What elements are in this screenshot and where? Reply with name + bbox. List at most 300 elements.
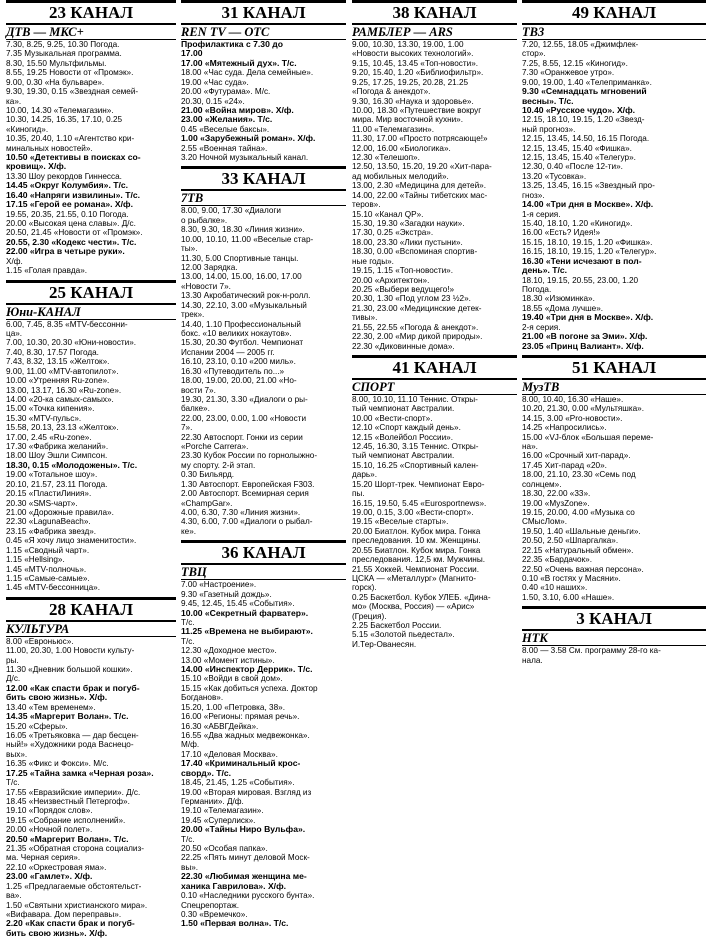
program-line: ма. Черная серия». xyxy=(6,853,81,863)
program-line: 12.30 «Доходное место». xyxy=(181,646,277,656)
program-line: 16.00 «Регионы: прямая речь». xyxy=(181,712,300,722)
program-line: 18.45 «Неизвестный Петергоф». xyxy=(6,796,130,806)
program-line: кровищ». Х/ф. xyxy=(6,161,67,172)
program-line: 8.30, 9.30, 18.30 «Линия жизни». xyxy=(181,225,305,235)
program-line: 9.45, 12.45, 15.45 «События». xyxy=(181,599,295,609)
program-line: 22.30 «LagunaBeach». xyxy=(6,517,91,527)
program-line: 18.30, 0.15 «Молодожены». Т/с. xyxy=(6,459,138,470)
channel-header: 31 КАНАЛ xyxy=(181,0,346,25)
program-line: 11.25 «Времена не выбирают». xyxy=(181,626,313,637)
program-line: 12.00 «Как спасти брак и погуб- xyxy=(6,682,140,693)
program-line: тивы». xyxy=(352,313,378,323)
program-line: 10.00 «Утренняя Ru-zone». xyxy=(6,376,110,386)
program-line: 1.50 «Святыни христианского мира». xyxy=(6,900,148,910)
program-line: 13.30 Акробатический рок-н-ролл. xyxy=(181,291,311,301)
channel-block xyxy=(352,355,517,649)
channel-name: МузТВ xyxy=(522,380,706,395)
program-line: И.Тер-Ованесян. xyxy=(352,639,417,649)
program-line: 18.30 «Изюминка». xyxy=(522,294,595,304)
program-line: 13.00, 2.30 «Медицина для детей». xyxy=(352,181,486,191)
program-line: 22.50 «Очень важная персона». xyxy=(522,564,644,574)
program-line: «Новости 7». xyxy=(181,281,231,291)
program-line: 8.00, 10.10, 11.10 Теннис. Откры- xyxy=(352,394,478,404)
program-line: 19.00 «Час суда». xyxy=(181,77,249,87)
program-line: 11.30, 5.00 Спортивные танцы. xyxy=(181,253,299,263)
program-line: 13.00, 14.00, 15.00, 16.00, 17.00 xyxy=(181,272,302,282)
program-line: 20.00 «Архитектон». xyxy=(352,275,430,285)
program-line: 11.30 «Дневник большой кошки». xyxy=(6,665,133,675)
program-line: на». xyxy=(522,442,538,452)
program-line: 19.10 «Телемагазин». xyxy=(181,806,264,816)
program-line: 20.50, 21.45 «Новости от «Промэк». xyxy=(6,228,143,238)
program-line: «Погода & анекдот». xyxy=(352,87,431,97)
program-line: 15.30, 20.30 Футбол. Чемпионат xyxy=(181,338,304,348)
program-line: 17.00 xyxy=(181,48,203,59)
program-line: 22.10 «Оркестровая яма». xyxy=(6,862,107,872)
program-line: 21.35 «Обратная сторона социализ- xyxy=(6,844,144,854)
program-line: Т/с. xyxy=(181,617,195,627)
program-line: 0.10 «Наследники русского бунта». xyxy=(181,891,315,901)
program-line: 18.55 «Дома лучше». xyxy=(522,303,604,313)
program-line: Спецрепортаж. xyxy=(181,900,240,910)
program-line: «Новости высоких технологий». xyxy=(352,49,474,59)
program-line: 17.00, 2.45 «Ru-zone». xyxy=(6,432,92,442)
program-line: 16.35 «Фикс и Фокси». М/с. xyxy=(6,759,109,769)
program-line: 14.00, 22.00 «Тайны тибетских мас- xyxy=(352,190,488,200)
channel-block xyxy=(181,0,346,162)
program-line: ные годы». xyxy=(352,256,394,266)
program-line: 23.00 «Желания». Т/с. xyxy=(181,114,273,125)
program-line: 12.00 Зарядка. xyxy=(181,263,238,273)
program-line: 17.15 «Герой ее романа». Х/ф. xyxy=(6,199,133,210)
program-line: балке». xyxy=(181,404,210,414)
program-line: 23.00 «Гамлет». Х/ф. xyxy=(6,871,93,882)
program-line: ЦСКА — «Металлург» (Магнито- xyxy=(352,573,477,583)
channel-header: 36 КАНАЛ xyxy=(181,540,346,565)
program-line: 19.40 «Три дня в Москве». Х/ф. xyxy=(522,312,654,323)
channel-header: 3 КАНАЛ xyxy=(522,606,706,631)
program-line: преследования. 10 км. Женщины. xyxy=(352,536,481,546)
program-line: 14.00 «20-ка самых-самых». xyxy=(6,394,114,404)
program-line: 17.45 Хит-парад «20». xyxy=(522,460,607,470)
program-line: 23.05 «Принц Валиант». Х/ф. xyxy=(522,340,644,351)
program-line: 4.00, 6.30, 7.30 «Линия жизни». xyxy=(181,507,301,517)
program-line: 13.30 Шоу рекордов Гиннесса. xyxy=(6,171,122,181)
program-line: Испании 2004 — 2005 гг. xyxy=(181,347,275,357)
channel-name: РАМБЛЕР — ARS xyxy=(352,25,517,40)
program-line: весны». Т/с. xyxy=(522,95,574,106)
program-line: Т/с. xyxy=(6,778,20,788)
channel-name: Юни-КАНАЛ xyxy=(6,305,176,320)
program-line: 23.15 «Фабрика звезд». xyxy=(6,526,97,536)
program-line: 14.40, 1.10 Профессиональный xyxy=(181,319,301,329)
program-line: Т/с. xyxy=(181,834,195,844)
channel-block xyxy=(522,355,706,602)
program-line: 2.25 Баскетбол России. xyxy=(352,621,442,631)
program-line: мо» (Москва, Россия) — «Арис» xyxy=(352,602,475,612)
program-line: 16.30 «Тени исчезают в пол- xyxy=(522,255,642,266)
program-line: 22.15 «Натуральный обмен». xyxy=(522,545,634,555)
program-line: 20.00 Биатлон. Кубок мира. Гонка xyxy=(352,526,481,536)
program-line: 0.10 «В гостях у Масяни». xyxy=(522,573,621,583)
channel-header: 23 КАНАЛ xyxy=(6,0,176,25)
program-line: 17.25 «Тайна замка «Черная роза». xyxy=(6,767,154,778)
program-line: 7.30, 8.25, 9.25, 10.30 Погода. xyxy=(6,40,120,49)
channel-block xyxy=(352,0,517,351)
channel-header: 33 КАНАЛ xyxy=(181,166,346,191)
program-line: 21.00 «Дорожные правила». xyxy=(6,507,114,517)
program-line: 14.45 «Округ Колумбия». Т/с. xyxy=(6,180,129,191)
program-line: вы». xyxy=(181,862,199,872)
program-line: 18.00, 19.00, 20.00, 21.00 «Но- xyxy=(181,376,297,386)
program-line: 11.30, 17.00 «Просто потрясающе!» xyxy=(352,134,488,144)
program-line: 11.00 «Телемагазин». xyxy=(352,124,434,134)
program-line: 12.50, 13.50, 15.20, 19.20 «Хит-пара- xyxy=(352,162,492,172)
program-line: 9.00, 10.30, 13.30, 19.00, 1.00 xyxy=(352,40,464,49)
program-line: Германии». Д/ф. xyxy=(181,796,244,806)
program-line: 4.30, 6.00, 7.00 «Диалоги о рыбал- xyxy=(181,517,313,527)
program-line: 20.25 «Выбери ведущего!» xyxy=(352,284,455,294)
channel-column xyxy=(522,0,706,916)
program-line: мира. Мир восточной кухни». xyxy=(352,115,463,125)
channel-block xyxy=(522,606,706,665)
program-line: 1.25 «Предлагаемые обстоятельст- xyxy=(6,881,142,891)
channel-header: 38 КАНАЛ xyxy=(352,0,517,25)
program-line: 7.40, 8.30, 17.57 Погода. xyxy=(6,347,99,357)
program-line: 12.00, 16.00 «Биологика». xyxy=(352,143,451,153)
program-line: 15.20, 1.00 «Петровка, 38». xyxy=(181,702,285,712)
program-line: 17.55 «Евразийские империи». Д/с. xyxy=(6,787,141,797)
program-line: 16.30 «АБВГДейка». xyxy=(181,721,259,731)
program-line: сворд». Т/с. xyxy=(181,767,232,778)
program-line: 16.40 «Напряги извилины». Т/с. xyxy=(6,189,141,200)
program-line: 20.55, 2.30 «Кодекс чести». Т/с. xyxy=(6,236,137,247)
program-line: 12.30 «Телешоп». xyxy=(352,153,420,163)
channel-block xyxy=(6,597,176,938)
program-line: 22.30 «Любимая женщина ме- xyxy=(181,871,307,882)
program-line: 19.10 «Порядок слов». xyxy=(6,806,93,816)
program-line: ты». xyxy=(181,244,198,254)
program-line: 12.15, 18.10, 19.15, 1.20 «Звезд- xyxy=(522,115,645,125)
channel-header: 49 КАНАЛ xyxy=(522,0,706,25)
program-line: ва». xyxy=(6,891,22,901)
program-line: 17.30 «Фабрика желаний». xyxy=(6,442,109,452)
program-line: 12.15, 13.45, 15.40 «Телегур». xyxy=(522,153,636,163)
program-line: 13.20 «Тусовка». xyxy=(522,171,587,181)
channel-block xyxy=(181,166,346,536)
program-line: 12.30, 0.40 «После 12-ти». xyxy=(522,162,623,172)
program-line: М/ф. xyxy=(181,740,200,750)
program-line: 1.45 «MTV-полночь». xyxy=(6,564,87,574)
channel-block xyxy=(6,0,176,276)
program-line: 8.30, 15.50 Мультфильмы. xyxy=(6,58,107,68)
program-line: 13.25, 13.45, 16.15 «Звездный про- xyxy=(522,181,655,191)
program-line: 15.10 «Канал QP». xyxy=(352,209,424,219)
program-line: 12.15 «Волейбол России». xyxy=(352,432,453,442)
program-line: 20.50 «Особая папка». xyxy=(181,844,268,854)
program-line: 9.30 «Семнадцать мгновений xyxy=(522,86,647,97)
program-line: 8.00 — 3.58 См. программу 28-го ка- xyxy=(522,646,661,656)
program-line: 18.00 «Час суда. Дела семейные». xyxy=(181,68,314,78)
program-line: 13.00 «Момент истины». xyxy=(181,655,275,665)
program-line: 12.45, 16.30, 3.15 Теннис. Откры- xyxy=(352,442,479,452)
program-line: бить свою жизнь». Х/ф. xyxy=(6,692,108,703)
program-line: 19.30, 21.30, 3.30 «Диалоги о ры- xyxy=(181,394,308,404)
program-line: 22.35 «Бардачок». xyxy=(522,555,592,565)
program-line: 14.30, 22.10, 3.00 «Музыкальный xyxy=(181,300,307,310)
program-line: 22.25 «Пять минут деловой Моск- xyxy=(181,853,310,863)
program-line: 15.15 «Как добиться успеха. Доктор xyxy=(181,683,318,693)
program-line: 18.00, 23.30 «Лики пустыни». xyxy=(352,237,463,247)
program-line: тый чемпионат Австралии. xyxy=(352,404,455,414)
program-line: 7.30 «Оранжевое утро». xyxy=(522,68,615,78)
program-line: 12.15, 13.45, 14.50, 16.15 Погода. xyxy=(522,134,650,144)
program-line: 14.25 «Напросились». xyxy=(522,423,607,433)
program-line: 10.00 «Секретный фарватер». xyxy=(181,607,309,618)
program-line: 5.15 «Золотой пьедестал». xyxy=(352,630,455,640)
program-line: ный!» «Художники рода Васнецо- xyxy=(6,740,134,750)
program-line: бокс. «10 великих нокаутов». xyxy=(181,328,292,338)
program-line: 1.15 «Hellsing». xyxy=(6,555,65,565)
channel-name: НТК xyxy=(522,631,706,646)
program-line: 13.00, 13.17, 16.30 «Ru-zone». xyxy=(6,385,122,395)
program-line: теров». xyxy=(352,200,381,210)
program-line: 10.30, 14.25, 16.35, 17.10, 0.25 xyxy=(6,115,123,125)
program-line: 20.10, 21.57, 23.11 Погода. xyxy=(6,479,108,489)
program-line: преследования. 12,5 км. Мужчины. xyxy=(352,555,485,565)
program-line: 15.30, 19.30 «Загадки науки». xyxy=(352,219,465,229)
channel-name: ТВ3 xyxy=(522,25,706,40)
program-line: 14.00 «Инспектор Деррик». Т/с. xyxy=(181,664,313,675)
program-line: ка». xyxy=(6,96,22,106)
program-line: 1.15 «Голая правда». xyxy=(6,266,88,276)
program-line: Т/с. xyxy=(181,636,195,646)
program-line: 20.15 «ПластиЛиния». xyxy=(6,489,92,499)
channel-column xyxy=(6,0,176,938)
program-line: 20.55 Биатлон. Кубок мира. Гонка xyxy=(352,545,481,555)
program-line: 0.40 «10 наших». xyxy=(522,583,588,593)
program-line: дарь». xyxy=(352,470,377,480)
program-line: 16.55 «Два жадных медвежонка». xyxy=(181,731,310,740)
program-line: солнцем». xyxy=(522,479,562,489)
program-line: 20.30, 1.30 «Под углом 23 ½2». xyxy=(352,294,471,304)
program-line: 16.15, 18.10, 19.15, 1.20 «Телегур». xyxy=(522,247,657,257)
program-line: 9.30, 19.30, 0.15 «Звездная семей- xyxy=(6,87,139,97)
program-line: 20.00 «Футурама». М/с. xyxy=(181,87,271,97)
program-line: 9.30 «Газетный дождь». xyxy=(181,589,272,599)
program-line: 21.00 «Война миров». Х/ф. xyxy=(181,104,294,115)
channel-header: 51 КАНАЛ xyxy=(522,355,706,380)
channel-name: 7ТВ xyxy=(181,191,346,206)
program-line: 10.00, 18.30 «Путешествие вокруг xyxy=(352,105,482,115)
program-line: 14.00 «Три дня в Москве». Х/ф. xyxy=(522,199,654,210)
program-line: 21.00 «В погоне за Эми». Х/ф. xyxy=(522,331,648,342)
program-line: 20.00 «Тайны Ниро Вульфа». xyxy=(181,824,306,835)
program-line: «Вифавара. Дом переправы». xyxy=(6,910,122,920)
program-line: 19.15, 1.15 «Топ-новости». xyxy=(352,266,454,276)
program-line: 18.00, 21.10, 23.30 «Семь под xyxy=(522,470,636,480)
program-line: 1.15 «Сводный чарт». xyxy=(6,545,90,555)
program-line: 1-я серия. xyxy=(522,209,561,219)
channel-block xyxy=(181,540,346,929)
program-line: вости 7». xyxy=(181,385,216,395)
program-line: 18.00 Шоу Эшли Симпсон. xyxy=(6,451,108,461)
program-line: 19.50, 1.40 «Шальные деньги». xyxy=(522,526,641,536)
program-line: 15.10 «Войди в свой дом». xyxy=(181,674,283,684)
program-line: 7.43, 8.32, 13.15 «Желток». xyxy=(6,357,110,367)
program-line: 15.10, 16.25 «Спортивный кален- xyxy=(352,460,479,470)
channel-block xyxy=(6,280,176,593)
program-line: 17.30, 0.25 «Экстра». xyxy=(352,228,434,238)
program-line: минальных новостей». xyxy=(6,143,93,153)
program-line: (Греция). xyxy=(352,611,387,621)
program-line: 19.00 «Вторая мировая. Взгляд из xyxy=(181,787,312,797)
program-line: 1.50 «Первая волна». Т/с. xyxy=(181,918,289,929)
program-line: 23.30 Кубок России по горнолыжно- xyxy=(181,451,318,461)
program-line: 15.58, 20.13, 23.13 «Желток». xyxy=(6,423,119,433)
program-line: 8.55, 19.25 Новости от «Промэк». xyxy=(6,68,134,78)
program-line: 15.15, 18.10, 19.15, 1.20 «Фишка». xyxy=(522,237,653,247)
program-line: 2.00 Автоспорт. Всемирная серия xyxy=(181,489,309,499)
program-line: 19.00, 0.15, 3.00 «Вести-спорт». xyxy=(352,507,474,517)
program-line: 3.20 Ночной музыкальный канал. xyxy=(181,153,309,163)
program-line: 7.00, 10.30, 20.30 «Юни-новости». xyxy=(6,338,137,348)
program-line: 22.00, 23.00, 0.00, 1.00 «Новости xyxy=(181,413,307,423)
program-line: 22.30 «Диковинные дома». xyxy=(352,341,455,351)
program-line: 9.20, 15.40, 1.20 «Библиофильтр». xyxy=(352,68,484,78)
program-line: «ChampGar». xyxy=(181,498,233,508)
program-line: день». Т/с. xyxy=(522,265,568,276)
program-line: 7». xyxy=(181,423,193,433)
program-line: 14.15, 3.00 «Pro-новости». xyxy=(522,413,623,423)
program-line: 10.00, 14.30 «Телемагазин». xyxy=(6,105,114,115)
program-line: 17.10 «Деловая Москва». xyxy=(181,749,278,759)
program-line: 6.00, 7.45, 8.35 «MTV-бессонни- xyxy=(6,319,128,329)
channel-header: 28 КАНАЛ xyxy=(6,597,176,622)
program-line: бить свою жизнь». Х/ф. xyxy=(6,927,108,938)
program-line: ца». xyxy=(6,328,23,338)
program-line: 10.35, 20.40, 1.10 «Агентство кри- xyxy=(6,134,135,144)
program-line: «Киногид». xyxy=(6,124,49,134)
program-line: 0.25 Баскетбол. Кубок УЛЕБ. «Дина- xyxy=(352,592,491,602)
program-line: Д/с. xyxy=(6,674,21,684)
program-line: 16.30 «Путеводитель по...» xyxy=(181,366,285,376)
program-line: ханика Гаврилова». Х/ф. xyxy=(181,880,286,891)
program-line: 21.55 Хоккей. Чемпионат России. xyxy=(352,564,480,574)
program-line: 9.25, 17.25, 19.25, 20.28, 21.25 xyxy=(352,77,469,87)
program-line: 1.15 «Самые-самые». xyxy=(6,573,90,583)
program-line: 19.00 «Тотальное шоу». xyxy=(6,470,98,480)
program-line: 20.50, 2.50 «Шпаргалка». xyxy=(522,536,619,546)
program-line: 15.40, 18.10, 1.20 «Киногид». xyxy=(522,219,633,229)
program-line: 18.45, 21.45, 1.25 «События». xyxy=(181,778,295,788)
program-line: 7.35 Музыкальная программа. xyxy=(6,49,122,59)
program-line: 17.40 «Криминальный крос- xyxy=(181,758,301,769)
program-line: 10.40 «Русское чудо». Х/ф. xyxy=(522,104,635,115)
program-line: Погода. xyxy=(522,284,552,294)
program-line: ный прогноз». xyxy=(522,124,576,134)
program-line: 0.30 Бильярд. xyxy=(181,470,235,480)
program-line: 7.25, 8.55, 12.15 «Киногид». xyxy=(522,58,628,68)
program-line: 2.55 «Военная тайна». xyxy=(181,143,268,153)
program-line: 19.55, 20.35, 21.55, 0.10 Погода. xyxy=(6,209,129,219)
program-line: 18.30, 22.00 «33». xyxy=(522,489,591,499)
channel-name: КУЛЬТУРА xyxy=(6,622,176,637)
program-line: 19.15 «Веселые старты». xyxy=(352,517,449,527)
program-line: 21.55, 22.55 «Погода & анекдот». xyxy=(352,322,479,332)
program-line: 8.00, 10.40, 16.30 «Наше». xyxy=(522,394,624,404)
program-line: 20.30 «SMS-чарт». xyxy=(6,498,78,508)
program-line: 12.10 «Спорт каждый день». xyxy=(352,423,461,433)
program-line: 16.10, 23.10, 0.10 «200 миль». xyxy=(181,357,296,367)
program-line: стор». xyxy=(522,49,546,59)
program-line: Богданов». xyxy=(181,693,224,703)
program-line: 1.00 «Зарубежный роман». Х/ф. xyxy=(181,133,316,144)
program-line: 13.40 «Тем временем». xyxy=(6,702,96,712)
program-line: 20.00 «Ночной полет». xyxy=(6,825,93,835)
channel-block xyxy=(522,0,706,351)
program-line: Профилактика с 7.30 до xyxy=(181,39,283,49)
program-line: СМысЛом». xyxy=(522,517,568,527)
program-line: 12.15, 13.45, 15.40 «Фишка». xyxy=(522,143,632,153)
program-line: 7.20, 12.55, 18.05 «Джимфлек- xyxy=(522,40,639,49)
program-line: 14.35 «Маргерит Волан». Т/с. xyxy=(6,711,129,722)
program-line: 8.00 «Евроньюс». xyxy=(6,636,74,646)
program-line: 0.30 «Времечко». xyxy=(181,910,248,920)
program-line: 0.45 «Я хочу лицо знаменитости». xyxy=(6,536,137,546)
program-line: гноз». xyxy=(522,190,545,200)
program-line: 10.00, 10.10, 11.00 «Веселые стар- xyxy=(181,234,314,244)
program-line: 10.00 «Вести-спорт». xyxy=(352,413,433,423)
channel-header: 41 КАНАЛ xyxy=(352,355,517,380)
program-line: 20.50 «Маргерит Волан». Т/с. xyxy=(6,833,129,844)
program-line: му спорту. 2-й этап. xyxy=(181,460,256,470)
program-line: 15.20 «Сферы». xyxy=(6,721,68,731)
program-line: ад мобильных мелодий». xyxy=(352,171,449,181)
program-line: 19.15, 20.00, 4.00 «Музыка со xyxy=(522,507,635,517)
program-line: 11.00, 20.30, 1.00 Новости культу- xyxy=(6,646,135,656)
channel-header: 25 КАНАЛ xyxy=(6,280,176,305)
program-line: 15.00 «Точка кипения». xyxy=(6,404,95,414)
program-line: 15.30 «MTV-пульс». xyxy=(6,413,82,423)
program-line: горск). xyxy=(352,583,377,593)
program-line: 19.45 «Суперлиск». xyxy=(181,815,256,825)
program-line: 9.30, 16.30 «Наука и здоровье». xyxy=(352,96,474,106)
channel-name: ДТВ — МКС+ xyxy=(6,25,176,40)
program-line: 1.45 «MTV-бессонница». xyxy=(6,583,100,593)
channel-name: ТВЦ xyxy=(181,565,346,580)
program-line: 7.00 «Настроение». xyxy=(181,580,257,590)
program-line: 20.00 «Высокая цена славы». Д/с. xyxy=(6,219,136,229)
program-line: ры. xyxy=(6,655,19,665)
program-line: 17.00 «Мятежный дух». Т/с. xyxy=(181,57,297,68)
program-line: Х/ф. xyxy=(6,256,23,266)
program-line: ке». xyxy=(181,526,197,536)
program-line: 2-я серия. xyxy=(522,322,561,332)
program-line: 15.20 Шорт-трек. Чемпионат Евро- xyxy=(352,479,485,489)
program-line: «Porche Carrera». xyxy=(181,442,249,452)
program-line: тый чемпионат Австралии. xyxy=(352,451,455,461)
program-line: 9.00, 11.00 «MTV-автопилот». xyxy=(6,366,119,376)
program-line: 10.50 «Детективы в поисках со- xyxy=(6,152,141,163)
program-line: 1.50, 3.10, 6.00 «Наше». xyxy=(522,592,615,602)
channel-name: REN TV — ОТС xyxy=(181,25,346,40)
program-line: 9.15, 10.45, 13.45 «Топ-новости». xyxy=(352,58,479,68)
program-line: 18.30, 0.00 «Вспоминая спортив- xyxy=(352,247,478,257)
program-line: 15.00 «VJ-блок «Большая переме- xyxy=(522,432,654,442)
program-line: 9.00, 0.30 «На бульваре». xyxy=(6,77,105,87)
program-line: 8.00, 9.00, 17.30 «Диалоги xyxy=(181,206,281,216)
